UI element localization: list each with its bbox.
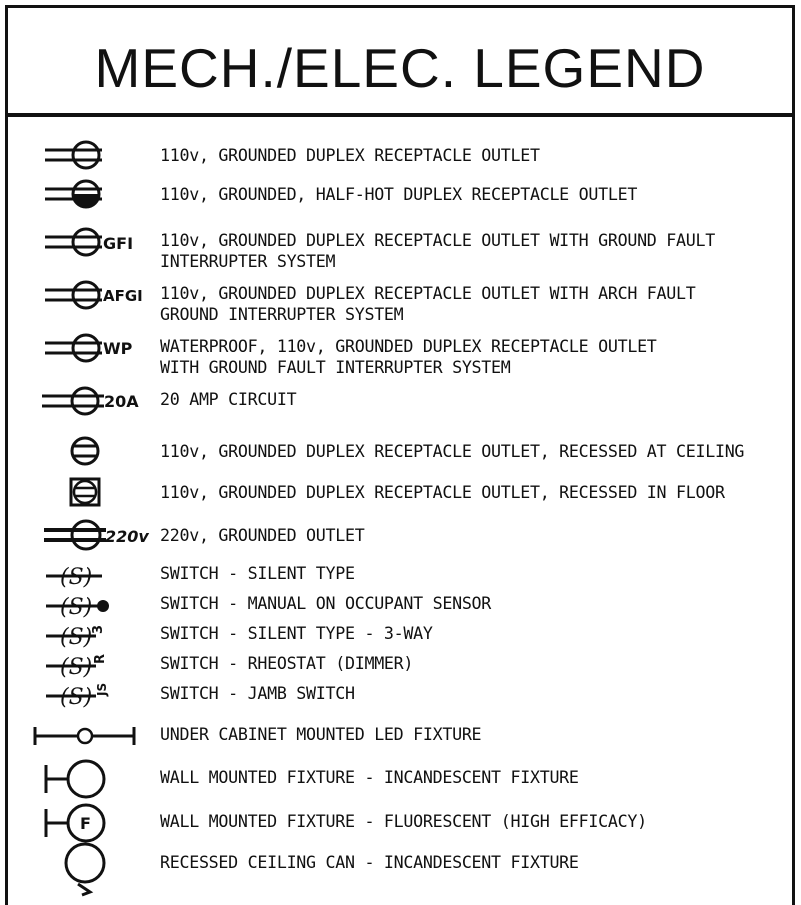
220v-outlet-icon xyxy=(30,520,155,560)
220v-outlet-symbol xyxy=(30,520,155,560)
switch-3way-icon xyxy=(30,622,155,652)
legend-text-wp-outlet: WATERPROOF, 110v, GROUNDED DUPLEX RECEPTACLE OUTLET WITH GROUND FAULT INTERRUPTER SYSTEM xyxy=(160,337,657,378)
legend-text-20a: 20 AMP CIRCUIT xyxy=(160,390,297,410)
jamb-tag: JS xyxy=(95,682,109,696)
title-box xyxy=(5,5,795,117)
wp-tag: WP xyxy=(103,339,133,358)
wall-incandescent-icon xyxy=(30,757,155,801)
afgi-outlet-icon xyxy=(30,280,155,320)
recessed-can-icon xyxy=(30,842,155,895)
legend-text-recessed-can: RECESSED CEILING CAN - INCANDESCENT FIXTURE xyxy=(160,853,579,873)
afgi-tag: AFGI xyxy=(103,287,143,305)
20a-outlet-symbol xyxy=(30,386,155,426)
wp-outlet-icon xyxy=(30,333,155,373)
legend-text-wall-fluorescent: WALL MOUNTED FIXTURE - FLUORESCENT (HIGH EFFICACY) xyxy=(160,812,647,832)
switch-jamb-symbol xyxy=(30,682,155,722)
duplex-outlet-symbol xyxy=(30,140,155,180)
switch-s-glyph: (S) xyxy=(60,655,93,680)
switch-s-glyph: (S) xyxy=(60,595,93,620)
3way-tag: 3 xyxy=(91,624,106,634)
wall-fluorescent-icon xyxy=(30,801,155,845)
half-hot-outlet-symbol xyxy=(30,179,155,219)
switch-jamb-icon xyxy=(30,682,155,712)
20a-outlet-icon xyxy=(30,386,155,426)
switch-s-glyph: (S) xyxy=(60,685,93,710)
sensor-dot-icon xyxy=(97,600,109,612)
20a-tag: 20A xyxy=(104,392,139,411)
wall-fluorescent-symbol xyxy=(30,801,155,841)
ceiling-outlet-icon xyxy=(30,436,155,476)
switch-occupant-icon xyxy=(30,592,155,622)
220v-tag: 220v xyxy=(105,527,149,546)
legend-text-switch-rheostat: SWITCH - RHEOSTAT (DIMMER) xyxy=(160,654,414,674)
gfi-tag: GFI xyxy=(103,234,134,253)
legend-text-wall-incandescent: WALL MOUNTED FIXTURE - INCANDESCENT FIXTURE xyxy=(160,768,579,788)
legend-text-gfi-outlet: 110v, GROUNDED DUPLEX RECEPTACLE OUTLET WITH GROUND FAULT INTERRUPTER SYSTEM xyxy=(160,231,715,272)
duplex-outlet-icon xyxy=(30,140,155,180)
led-fixture-icon xyxy=(30,721,155,751)
legend-text-switch-jamb: SWITCH - JAMB SWITCH xyxy=(160,684,355,704)
ceiling-outlet-symbol xyxy=(30,436,155,476)
wp-outlet-symbol xyxy=(30,333,155,373)
legend-text-led-fixture: UNDER CABINET MOUNTED LED FIXTURE xyxy=(160,725,482,745)
legend-text-floor-outlet: 110v, GROUNDED DUPLEX RECEPTACLE OUTLET, RECESSED IN FLOOR xyxy=(160,483,725,503)
rheostat-tag: R xyxy=(93,653,108,664)
legend-text-ceiling-outlet: 110v, GROUNDED DUPLEX RECEPTACLE OUTLET, RECESSED AT CEILING xyxy=(160,442,745,462)
legend-text-duplex-outlet: 110v, GROUNDED DUPLEX RECEPTACLE OUTLET xyxy=(160,146,540,166)
legend-text-switch-silent: SWITCH - SILENT TYPE xyxy=(160,564,355,584)
switch-s-glyph: (S) xyxy=(60,565,93,590)
recessed-can-symbol xyxy=(30,842,155,882)
switch-s-glyph: (S) xyxy=(60,625,93,650)
floor-outlet-icon xyxy=(30,477,155,517)
switch-rheostat-icon xyxy=(30,652,155,682)
legend-title: MECH./ELEC. LEGEND xyxy=(94,37,706,99)
gfi-outlet-icon xyxy=(30,227,155,267)
fluorescent-tag: F xyxy=(80,814,91,833)
legend-text-switch-occupant: SWITCH - MANUAL ON OCCUPANT SENSOR xyxy=(160,594,492,614)
afgi-outlet-symbol xyxy=(30,280,155,320)
half-hot-outlet-icon xyxy=(30,179,155,219)
legend-text-afgi-outlet: 110v, GROUNDED DUPLEX RECEPTACLE OUTLET WITH ARCH FAULT GROUND INTERRUPTER SYSTEM xyxy=(160,284,696,325)
legend-text-220v-outlet: 220v, GROUNDED OUTLET xyxy=(160,526,365,546)
arrow-fragment-icon xyxy=(78,884,90,895)
led-fixture-symbol xyxy=(30,721,155,761)
gfi-outlet-symbol xyxy=(30,227,155,267)
wall-incandescent-symbol xyxy=(30,757,155,797)
floor-outlet-symbol xyxy=(30,477,155,517)
switch-silent-icon xyxy=(30,562,155,592)
legend-text-half-hot-outlet: 110v, GROUNDED, HALF-HOT DUPLEX RECEPTACLE OUTLET xyxy=(160,185,638,205)
legend-text-switch-3way: SWITCH - SILENT TYPE - 3-WAY xyxy=(160,624,433,644)
